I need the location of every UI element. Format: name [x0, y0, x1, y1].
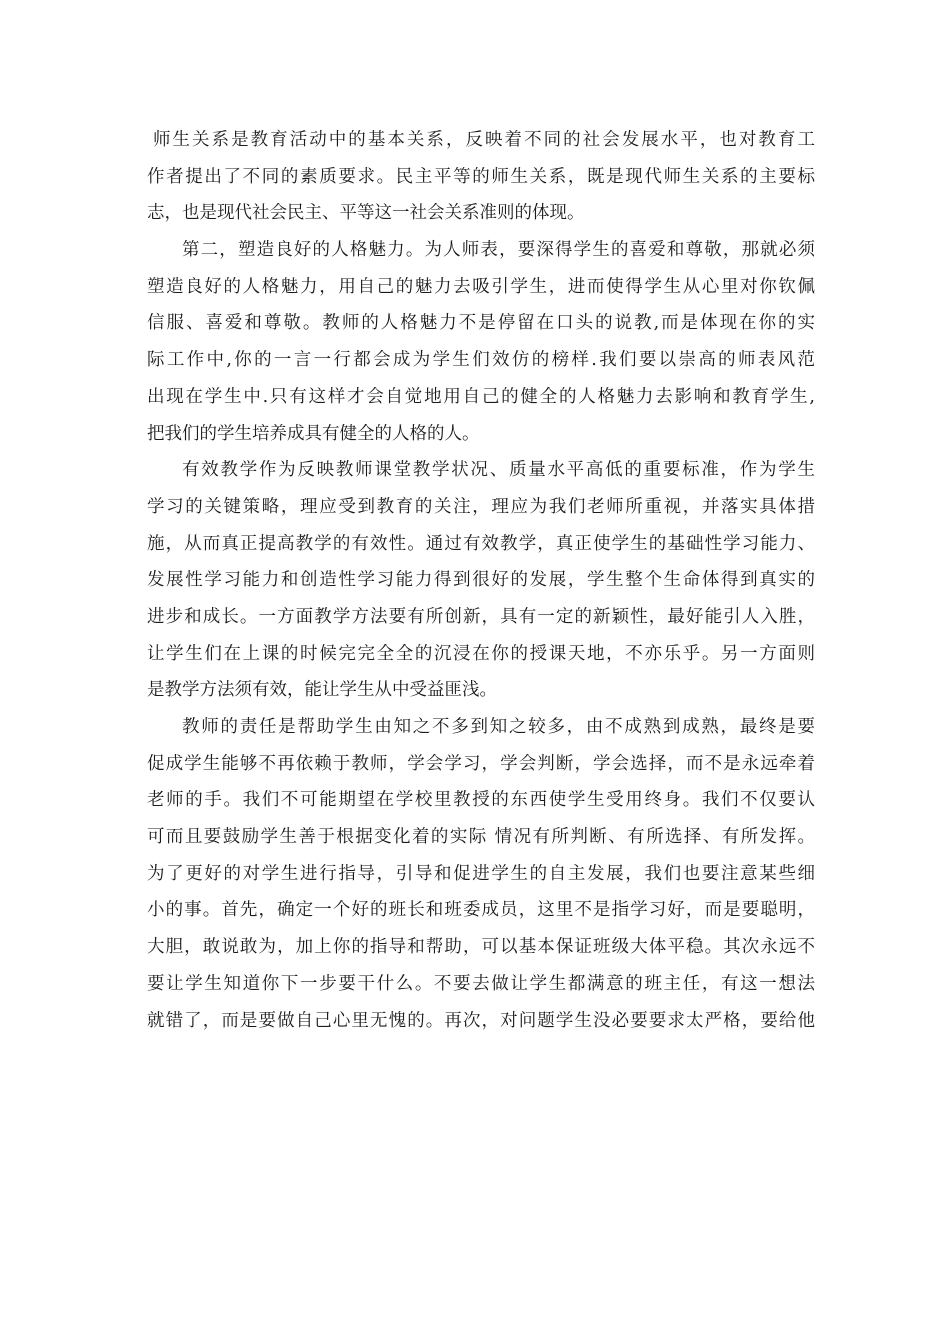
text-line: 把我们的学生培养成具有健全的人格的人。: [147, 423, 480, 444]
text-line: 大胆，敢说敢为，加上你的指导和帮助，可以基本保证班级大体平稳。其次永远不: [147, 937, 815, 958]
text-line: 老师的手。我们不可能期望在学校里教授的东西使学生受用终身。我们不仅要认: [147, 790, 815, 811]
text-line: 促成学生能够不再依赖于教师，学会学习，学会判断，学会选择，而不是永远牵着: [147, 753, 815, 774]
text-line: 要让学生知道你下一步要干什么。不要去做让学生都满意的班主任，有这一想法: [147, 973, 815, 994]
text-line: 师生关系是教育活动中的基本关系，反映着不同的社会发展水平，也对教育工: [153, 130, 815, 150]
text-line: 教师的责任是帮助学生由知之不多到知之较多，由不成熟到成熟，最终是要: [182, 717, 815, 737]
text-line: 有效教学作为反映教师课堂教学状况、质量水平高低的重要标准，作为学生: [182, 460, 815, 481]
text-line: 是教学方法须有效，能让学生从中受益匪浅。: [147, 680, 497, 701]
text-line: 塑造良好的人格魅力，用自己的魅力去吸引学生，进而使得学生从心里对你钦佩: [147, 276, 815, 297]
text-line: 学习的关键策略，理应受到教育的关注，理应为我们老师所重视，并落实具体措: [147, 496, 815, 517]
document-body: [147, 122, 815, 1039]
paragraph-teacher-student-relationship: [147, 122, 815, 232]
paragraph-personality-charm: [147, 232, 815, 452]
text-line: 作者提出了不同的素质要求。民主平等的师生关系，既是现代师生关系的主要标: [147, 166, 815, 187]
text-line: 进步和成长。一方面教学方法要有所创新，具有一定的新颖性，最好能引人入胜，: [147, 606, 815, 627]
paragraph-teacher-responsibility: [147, 709, 815, 1039]
text-line: 第二，塑造良好的人格魅力。为人师表，要深得学生的喜爱和尊敬，那就必须: [182, 240, 815, 261]
text-line: 为了更好的对学生进行指导，引导和促进学生的自主发展，我们也要注意某些细: [147, 863, 815, 884]
text-line: 信服、喜爱和尊敬。教师的人格魅力不是停留在口头的说教,而是体现在你的实: [147, 313, 815, 334]
text-line: 志，也是现代社会民主、平等这一社会关系准则的体现。: [147, 203, 585, 224]
text-line: 小的事。首先，确定一个好的班长和班委成员，这里不是指学习好，而是要聪明，: [147, 900, 815, 921]
text-line: 就错了，而是要做自己心里无愧的。再次，对问题学生没必要要求太严格，要给他: [147, 1010, 815, 1031]
paragraph-effective-teaching: [147, 452, 815, 709]
text-line: 让学生们在上课的时候完完全全的沉浸在你的授课天地，不亦乐乎。另一方面则: [147, 643, 815, 664]
text-line: 出现在学生中.只有这样才会自觉地用自己的健全的人格魅力去影响和教育学生,: [147, 386, 815, 407]
text-line: 施，从而真正提高教学的有效性。通过有效教学，真正使学生的基础性学习能力、: [147, 533, 815, 554]
text-line: 际工作中,你的一言一行都会成为学生们效仿的榜样.我们要以崇高的师表风范: [147, 350, 815, 371]
text-line: 可而且要鼓励学生善于根据变化着的实际 情况有所判断、有所选择、有所发挥。: [147, 827, 815, 848]
text-line: 发展性学习能力和创造性学习能力得到很好的发展，学生整个生命体得到真实的: [147, 570, 815, 591]
